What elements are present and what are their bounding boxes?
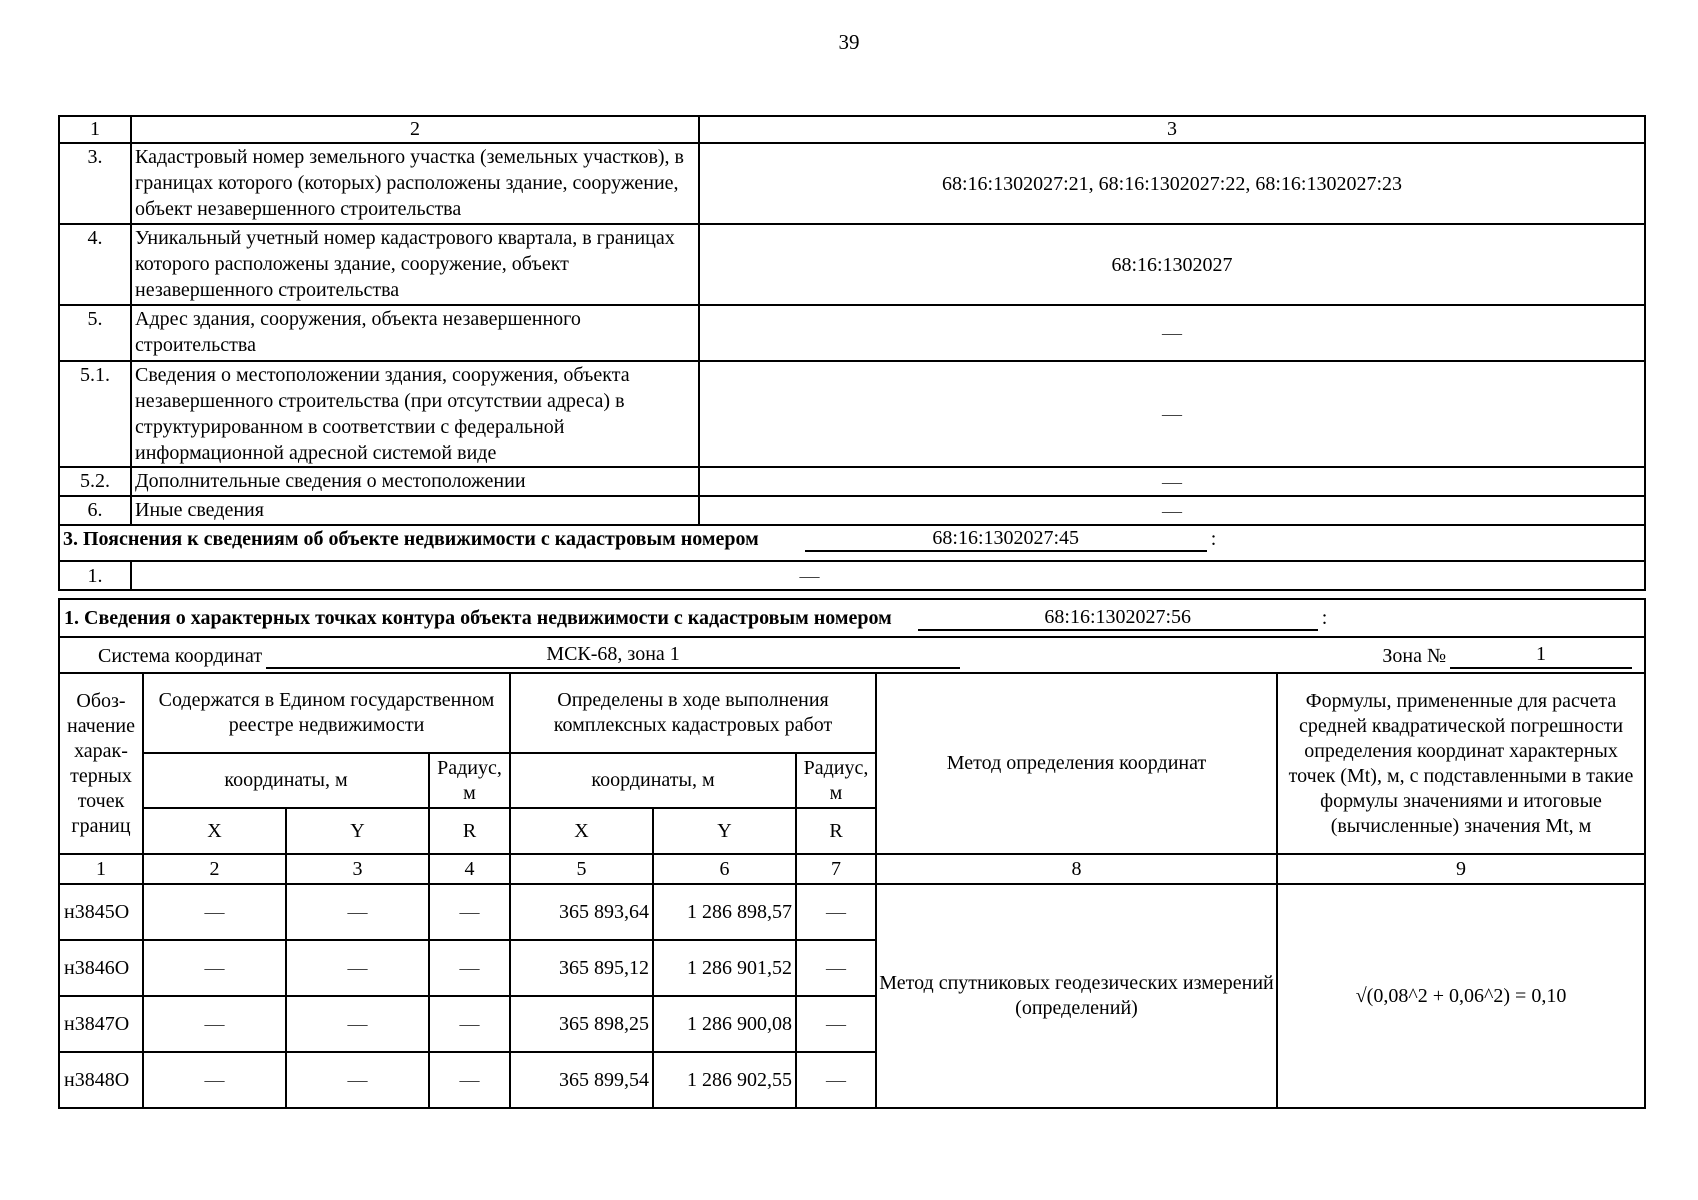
row-number: 6. [59, 496, 131, 525]
table-row [59, 496, 1645, 525]
row-label: Дополнительные сведения о местоположении [131, 467, 699, 496]
determined-r-header: R [796, 808, 876, 854]
egrn-r-header: R [429, 808, 510, 854]
table-row [59, 884, 1645, 940]
egrn-r-value: — [429, 1052, 510, 1108]
column-number: 7 [796, 854, 876, 884]
column-number: 1 [59, 854, 143, 884]
egrn-y-value: — [286, 940, 429, 996]
section-1-header [59, 599, 1645, 637]
formula-value: √(0,08^2 + 0,06^2) = 0,10 [1277, 884, 1645, 1108]
header-row-1 [59, 673, 1645, 753]
row-number: 4. [59, 224, 131, 305]
section-3-colon: : [1210, 528, 1217, 550]
egrn-x-value: — [143, 996, 286, 1052]
formulas-header: Формулы, примененные для расчета средней квадратической погрешности определения координат характерных точек (Mt), м, с подставленными в такие формулы значениями и итоговые (вычисленные) значения Mt, м [1277, 673, 1645, 854]
y-value: 1 286 901,52 [653, 940, 796, 996]
column-number: 8 [876, 854, 1277, 884]
zone-label: Зона № [1382, 644, 1447, 667]
egrn-y-header: Y [286, 808, 429, 854]
zone-value: 1 [1450, 642, 1632, 669]
method-value: Метод спутниковых геодезических измерений (определений) [876, 884, 1277, 1108]
row-value: — [699, 305, 1645, 361]
table-header-row [59, 116, 1645, 143]
column-number: 9 [1277, 854, 1645, 884]
determined-coords-header: координаты, м [510, 753, 796, 808]
page-number: 39 [838, 30, 860, 54]
row-label: Кадастровый номер земельного участка (земельных участков), в границах которого (которых) расположены здание, сооружение, объект незавершенного строительства [131, 143, 699, 224]
section-3-header [59, 525, 1645, 561]
row-value: 68:16:1302027 [699, 224, 1645, 305]
boundary-points-table [58, 598, 1646, 1109]
table-row [59, 467, 1645, 496]
row-value: — [131, 561, 1645, 590]
row-value: — [699, 361, 1645, 467]
egrn-r-value: — [429, 884, 510, 940]
designation-header: Обоз-начение харак-терных точек границ [59, 673, 143, 854]
row-number: 1. [59, 561, 131, 590]
row-number: 5.1. [59, 361, 131, 467]
row-label: Сведения о местоположении здания, сооружения, объекта незавершенного строительства (при отсутствии адреса) в структурированном в соответствии с федеральной информационной адресной системой виде [131, 361, 699, 467]
point-name: н3846О [59, 940, 143, 996]
egrn-y-value: — [286, 996, 429, 1052]
object-info-table [58, 115, 1646, 591]
point-name: н3845О [59, 884, 143, 940]
egrn-y-value: — [286, 1052, 429, 1108]
egrn-r-value: — [429, 996, 510, 1052]
column-number: 6 [653, 854, 796, 884]
coordinate-system-label: Система координат [98, 644, 263, 667]
section-3-cadastral-number: 68:16:1302027:45 [805, 526, 1207, 552]
x-value: 365 898,25 [510, 996, 653, 1052]
table-row [59, 361, 1645, 467]
determined-y-header: Y [653, 808, 796, 854]
row-number: 3. [59, 143, 131, 224]
r-value: — [796, 1052, 876, 1108]
section-1-title: 1. Сведения о характерных точках контура объекта недвижимости с кадастровым номером [64, 607, 892, 629]
determined-x-header: X [510, 808, 653, 854]
egrn-header: Содержатся в Едином государственном реестре недвижимости [143, 673, 510, 753]
egrn-y-value: — [286, 884, 429, 940]
egrn-coords-header: координаты, м [143, 753, 429, 808]
egrn-radius-header: Радиус, м [429, 753, 510, 808]
row-value: 68:16:1302027:21, 68:16:1302027:22, 68:16:1302027:23 [699, 143, 1645, 224]
coordinate-system-row [59, 637, 1645, 673]
header-cell: 1 [59, 116, 131, 143]
point-name: н3848О [59, 1052, 143, 1108]
table-row [59, 143, 1645, 224]
egrn-x-header: X [143, 808, 286, 854]
coordinate-system-value: МСК-68, зона 1 [266, 642, 960, 669]
row-value: — [699, 467, 1645, 496]
r-value: — [796, 940, 876, 996]
egrn-r-value: — [429, 940, 510, 996]
x-value: 365 899,54 [510, 1052, 653, 1108]
y-value: 1 286 898,57 [653, 884, 796, 940]
row-number: 5.2. [59, 467, 131, 496]
x-value: 365 895,12 [510, 940, 653, 996]
egrn-x-value: — [143, 940, 286, 996]
column-numbers-row [59, 854, 1645, 884]
determined-radius-header: Радиус, м [796, 753, 876, 808]
row-label: Адрес здания, сооружения, объекта незавершенного строительства [131, 305, 699, 361]
section-3-title: 3. Пояснения к сведениям об объекте недвижимости с кадастровым номером [63, 528, 759, 550]
method-header: Метод определения координат [876, 673, 1277, 854]
x-value: 365 893,64 [510, 884, 653, 940]
section-1-colon: : [1321, 607, 1328, 629]
y-value: 1 286 902,55 [653, 1052, 796, 1108]
section-1-cadastral-number: 68:16:1302027:56 [918, 605, 1318, 631]
row-label: Уникальный учетный номер кадастрового квартала, в границах которого расположены здание, сооружение, объект незавершенного строительства [131, 224, 699, 305]
column-number: 2 [143, 854, 286, 884]
table-row [59, 305, 1645, 361]
table-row [59, 224, 1645, 305]
table-row [59, 561, 1645, 590]
egrn-x-value: — [143, 884, 286, 940]
row-label: Иные сведения [131, 496, 699, 525]
column-number: 5 [510, 854, 653, 884]
point-name: н3847О [59, 996, 143, 1052]
row-value: — [699, 496, 1645, 525]
column-number: 4 [429, 854, 510, 884]
column-number: 3 [286, 854, 429, 884]
r-value: — [796, 996, 876, 1052]
header-cell: 2 [131, 116, 699, 143]
row-number: 5. [59, 305, 131, 361]
r-value: — [796, 884, 876, 940]
egrn-x-value: — [143, 1052, 286, 1108]
header-cell: 3 [699, 116, 1645, 143]
y-value: 1 286 900,08 [653, 996, 796, 1052]
determined-header: Определены в ходе выполнения комплексных кадастровых работ [510, 673, 876, 753]
